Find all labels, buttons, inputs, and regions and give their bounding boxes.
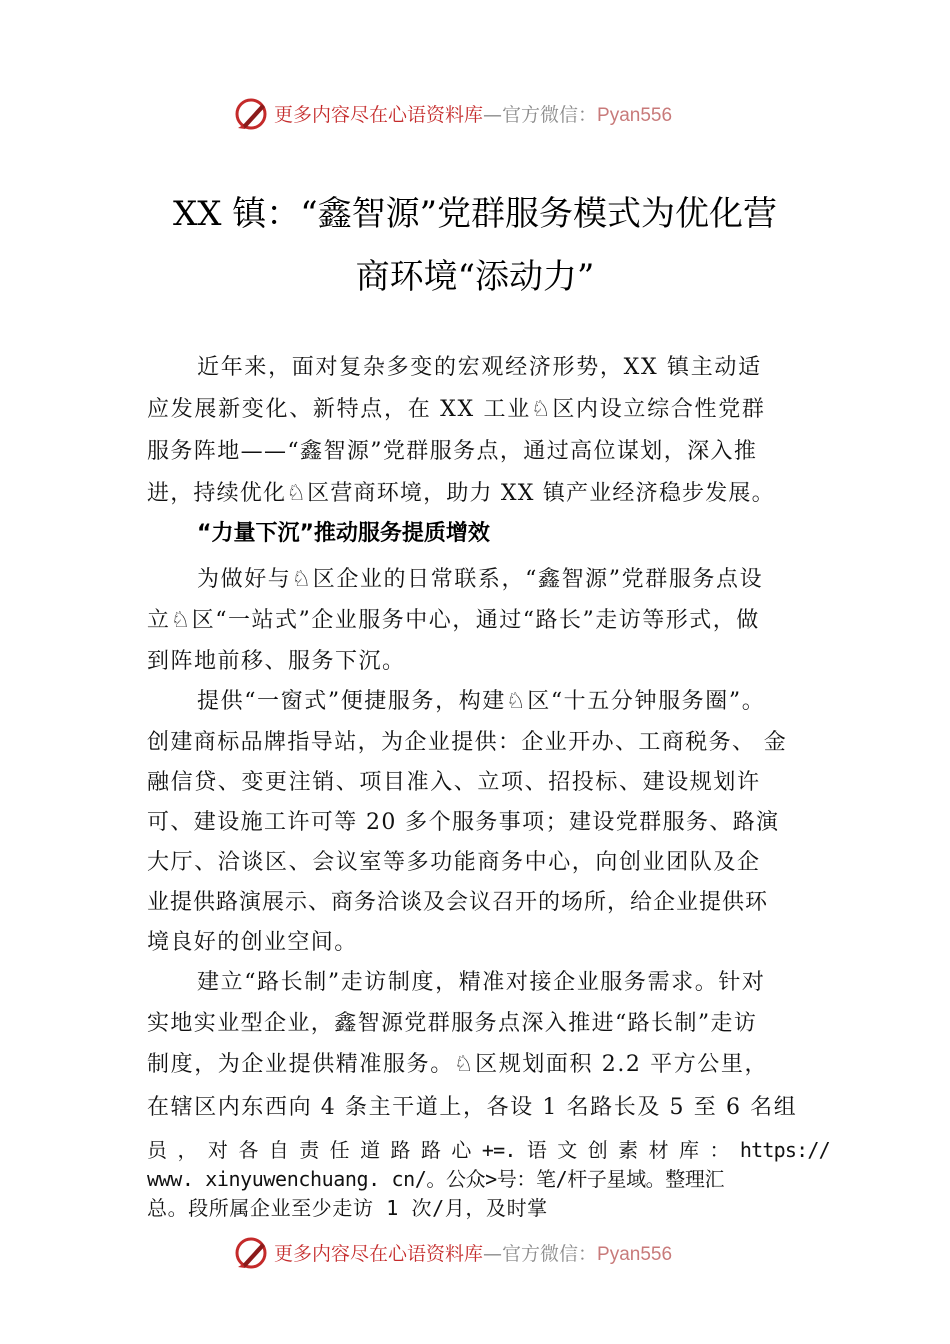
paragraph-line: 在辖区内东西向 4 条主干道上，各设 1 名路长及 5 至 6 名组 [147,1095,798,1120]
header-banner [0,94,950,134]
paragraph-line: 建立“路长制”走访制度，精准对接企业服务需求。针对 [197,970,766,995]
paragraph-line: 创建商标品牌指导站，为企业提供：企业开办、工商税务、 金 [147,730,788,755]
paragraph-line: 近年来，面对复杂多变的宏观经济形势，XX 镇主动适 [197,355,762,380]
section-heading: “力量下沉”推动服务提质增效 [197,521,490,546]
banner-text: 更多内容尽在心语资料库—官方微信：Pyan556 [274,104,673,126]
document-title-line-1: XX 镇：“鑫智源”党群服务模式为优化营 [173,194,777,234]
paragraph-line: 为做好与♘区企业的日常联系，“鑫智源”党群服务点设 [197,567,764,592]
paragraph-line: 境良好的创业空间。 [147,930,358,955]
paragraph-line: 大厅、洽谈区、会议室等多功能商务中心，向创业团队及企 [147,850,761,875]
paragraph-line: 融信贷、变更注销、项目准入、立项、招投标、建设规划许 [147,770,761,795]
watermark-text-line: www. xinyuwenchuang. cn/。公众>号：笔/杆子星域。整理汇 [147,1167,725,1191]
banner-text: 更多内容尽在心语资料库—官方微信：Pyan556 [274,1243,673,1265]
pen-logo-icon [234,96,270,132]
paragraph-line: 应发展新变化、新特点，在 XX 工业♘区内设立综合性党群 [147,397,766,422]
watermark-text-line: 员 ， 对 各 自 责 任 道 路 路 心 +=. 语 文 创 素 材 库 ： https:// [147,1138,830,1162]
paragraph-line: 立♘区“一站式”企业服务中心，通过“路长”走访等形式，做 [147,608,760,633]
paragraph-line: 业提供路演展示、商务洽谈及会议召开的场所，给企业提供环 [147,890,769,915]
paragraph-line: 实地实业型企业，鑫智源党群服务点深入推进“路长制”走访 [147,1011,758,1036]
pen-logo-icon [234,1235,270,1271]
paragraph-line: 提供“一窗式”便捷服务，构建♘区“十五分钟服务圈”。 [197,689,766,714]
paragraph-line: 可、建设施工许可等 20 多个服务事项；建设党群服务、路演 [147,810,780,835]
paragraph-line: 到阵地前移、服务下沉。 [147,649,406,674]
paragraph-line: 制度，为企业提供精准服务。♘区规划面积 2.2 平方公里， [147,1052,769,1077]
paragraph-line: 进，持续优化♘区营商环境，助力 XX 镇产业经济稳步发展。 [147,481,775,506]
document-title-line-2: 商环境“添动力” [355,257,595,297]
watermark-text-line: 总。段所属企业至少走访 1 次/月，及时掌 [147,1196,548,1220]
footer-banner [0,1233,950,1273]
paragraph-line: 服务阵地——“鑫智源”党群服务点，通过高位谋划，深入推 [147,439,758,464]
